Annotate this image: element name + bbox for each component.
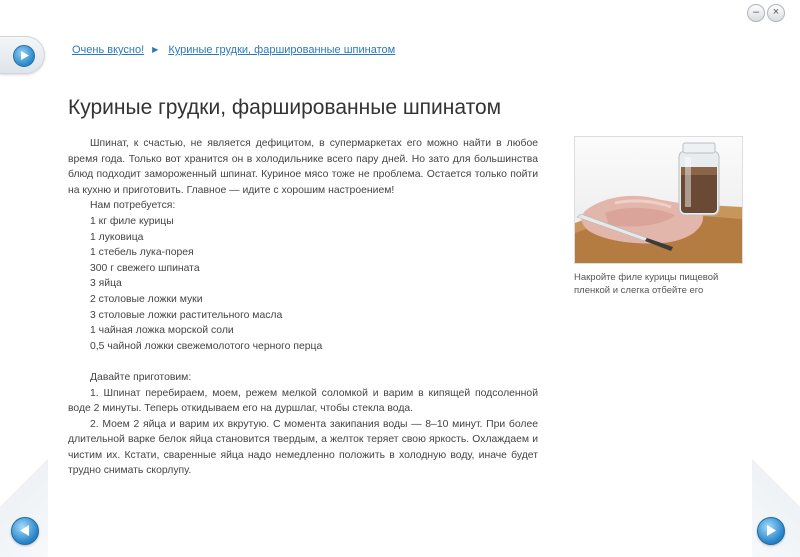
steps-heading: Давайте приготовим: [90, 371, 192, 383]
ingredient-item: 3 яйца [90, 278, 122, 290]
side-panel-tab[interactable] [0, 36, 45, 74]
spacer [68, 354, 538, 370]
minimize-button[interactable] [747, 4, 765, 22]
recipe-illustration [575, 137, 742, 263]
close-button[interactable] [767, 4, 785, 22]
arrow-right-icon [766, 525, 776, 536]
play-icon [20, 51, 29, 60]
next-page-button[interactable] [757, 517, 785, 545]
ingredient-item: 300 г свежего шпината [90, 262, 200, 274]
ingredient-item: 1 кг филе курицы [90, 215, 174, 227]
breadcrumb-separator-icon: ▶ [152, 45, 159, 54]
step-paragraph: 1. Шпинат перебираем, моем, режем мелкой соломкой и варим в кипящей подсоленной воде 2 минуты. Теперь откидываем его на дуршлаг, чтобы стекла вода. [68, 387, 538, 415]
recipe-photo [574, 136, 743, 264]
ingredient-item: 1 стебель лука-порея [90, 247, 194, 259]
side-panel-toggle-button[interactable] [13, 45, 35, 67]
breadcrumb [72, 44, 395, 56]
arrow-left-icon [20, 525, 30, 536]
previous-page-button[interactable] [11, 517, 39, 545]
photo-caption: Накройте филе курицы пищевой пленкой и слегка отбейте его [574, 272, 719, 296]
article-body [68, 136, 538, 479]
ingredient-item: 1 луковица [90, 231, 144, 243]
intro-paragraph: Шпинат, к счастью, не является дефицитом, в супермаркетах его можно найти в любое время года. Только вот хранится он в холодильнике всего пару дней. Но зато для большинства блюд подходит замороженный шпинат. Куриное мясо тоже не проблема. Остается только пойти на кухню и приготовить. Главное — идите с хорошим настроением! [68, 138, 538, 196]
ingredient-item: 0,5 чайной ложки свежемолотого черного перца [90, 340, 323, 352]
page-title: Куриные грудки, фаршированные шпинатом [68, 96, 502, 119]
close-icon: × [772, 6, 780, 18]
ingredient-item: 1 чайная ложка морской соли [90, 325, 234, 337]
ingredients-heading: Нам потребуется: [90, 200, 176, 212]
breadcrumb-link-home[interactable]: Очень вкусно! [72, 44, 145, 56]
minimize-icon: – [752, 6, 760, 18]
ingredient-item: 3 столовые ложки растительного масла [90, 309, 283, 321]
ingredient-item: 2 столовые ложки муки [90, 293, 203, 305]
step-paragraph: 2. Моем 2 яйца и варим их вкрутую. С момента закипания воды — 8–10 минут. При более длительной варке белок яйца становится твердым, а желток теряет свою яркость. Охлаждаем и чистим их. Кстати, сваренные яйца надо немедленно положить в холодную воду, иначе будет трудно снимать скорлупу. [68, 418, 538, 477]
breadcrumb-link-current[interactable]: Куриные грудки, фаршированные шпинатом [168, 44, 396, 56]
